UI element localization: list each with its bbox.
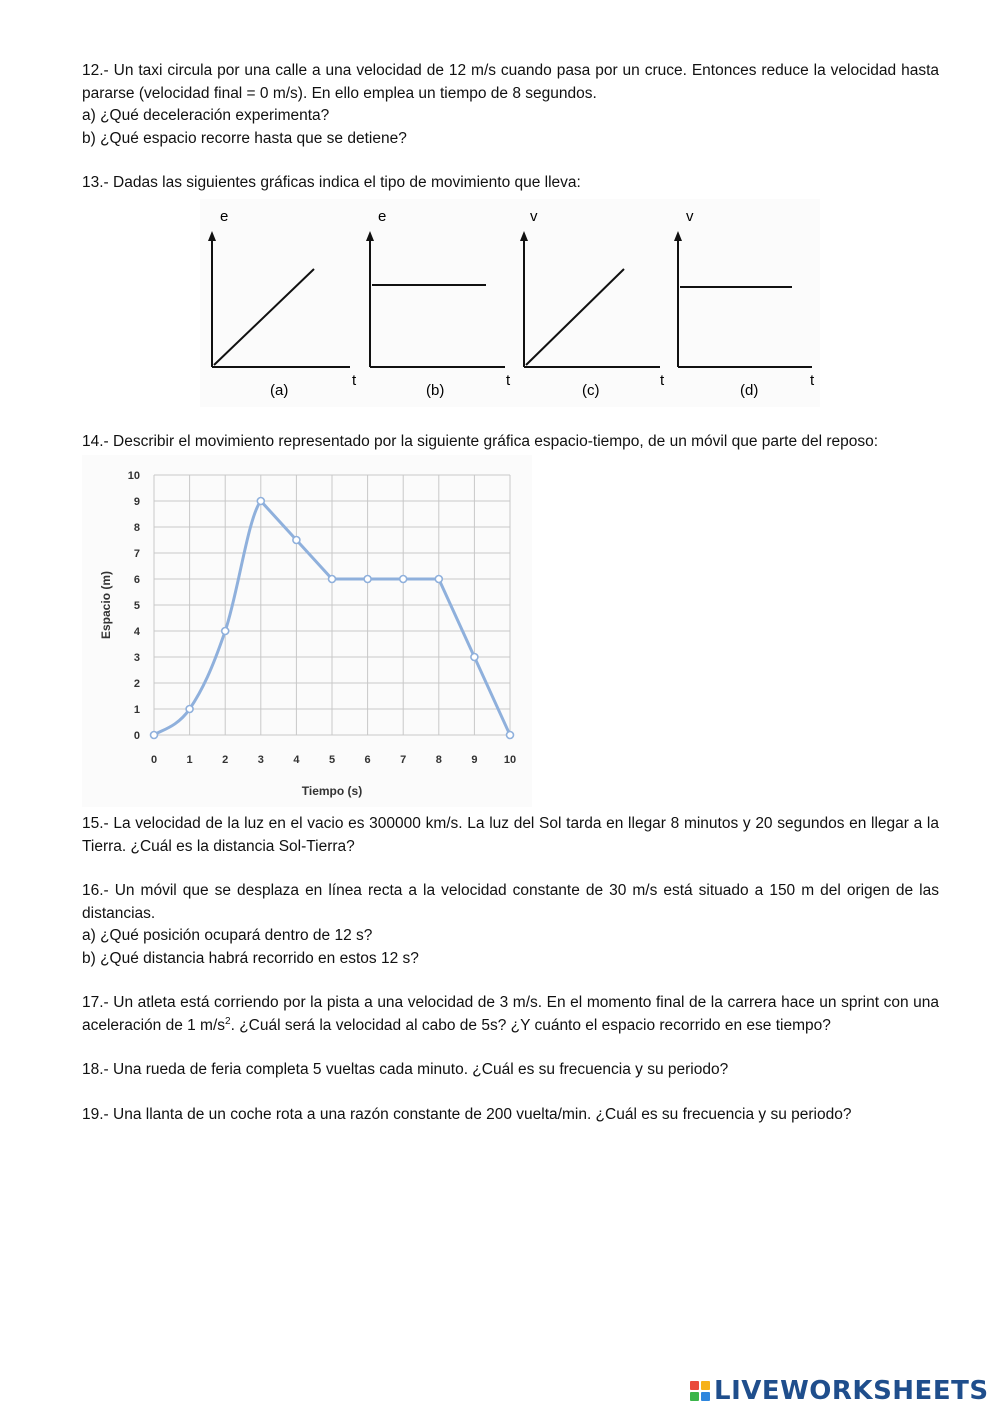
x-tick-label: 6 [364,754,371,766]
q13-graphs-figure [200,199,820,407]
y-tick-label: 10 [127,470,140,482]
graph-b-ylabel: e [378,207,387,225]
y-tick-label: 6 [133,574,140,586]
data-point [400,576,407,583]
logo-icon [690,1381,710,1401]
q14-statement: 14.- Describir el movimiento representado por la siguiente gráfica espacio-tiempo, de un móvil que parte del reposo: [82,432,879,450]
data-point [364,576,371,583]
q14-chart [82,455,532,807]
q19-statement: 19.- Una llanta de un coche rota a una razón constante de 200 vuelta/min. ¿Cuál es su frecuencia y su periodo? [82,1105,852,1123]
graph-d-ylabel: v [686,207,694,225]
q16-statement: 16.- Un móvil que se desplaza en línea recta a la velocidad constante de 30 m/s está situado a 150 m del origen de las distancias. [82,882,939,922]
logo-block-3 [690,1392,699,1401]
graph-c [520,208,665,399]
graph-a-ylabel: e [220,207,229,225]
data-point [329,576,336,583]
logo-block-2 [701,1381,710,1390]
x-tick-label: 1 [186,754,193,766]
q12-part-a: a) ¿Qué deceleración experimenta? [82,107,330,124]
graph-c-caption: (c) [582,381,600,399]
x-tick-label: 5 [328,754,336,766]
q17-text-part1: 17.- Un atleta está corriendo por la pista a una velocidad de 3 m/s. En el momento final de la carrera hace un sprint con una aceleración de 1 m/s [82,994,939,1034]
y-tick-label: 3 [133,652,140,664]
x-tick-label: 4 [293,754,300,766]
graph-a [208,208,357,399]
y-tick-label: 5 [133,600,140,612]
y-tick-label: 4 [133,626,140,638]
graph-b [366,208,511,399]
graph-b-xlabel: t [506,371,511,389]
y-tick-label: 9 [133,496,140,508]
graph-c-ylabel: v [530,207,538,225]
q12-statement: 12.- Un taxi circula por una calle a una velocidad de 12 m/s cuando pasa por un cruce. Entonces reduce la velocidad hasta pararse (velocidad final = 0 m/s). En ello emplea un tiempo de 8 segundos. [82,62,939,102]
graph-d-xlabel: t [810,371,815,389]
data-point [186,706,193,713]
q17-statement [82,992,939,1037]
data-point [257,498,264,505]
x-axis-label: Tiempo (s) [301,784,363,798]
y-tick-label: 0 [133,730,140,742]
graph-b-caption: (b) [426,381,445,399]
data-point [293,537,300,544]
data-point [507,732,514,739]
q17-text-part2: . ¿Cuál será la velocidad al cabo de 5s? ¿Y cuánto el espacio recorrido en ese tiempo? [230,1016,831,1034]
x-tick-label: 7 [400,754,407,766]
q17-superscript: 2 [225,1015,231,1027]
q13-graphs-svg [200,199,820,407]
q15-statement: 15.- La velocidad de la luz en el vacio es 300000 km/s. La luz del Sol tarda en llegar 8 minutos y 20 segundos en llegar a la Tierra. ¿Cuál es la distancia Sol-Tierra? [82,815,939,855]
y-tick-label: 1 [133,704,140,716]
logo-block-4 [701,1392,710,1401]
liveworksheets-logo[interactable] [690,1374,990,1408]
logo-block-1 [690,1381,699,1390]
x-tick-label: 9 [471,754,478,766]
y-tick-label: 7 [133,548,140,560]
q14-chart-svg [82,455,532,807]
q13-statement: 13.- Dadas las siguientes gráficas indica el tipo de movimiento que lleva: [82,174,581,191]
q18-statement: 18.- Una rueda de feria completa 5 vueltas cada minuto. ¿Cuál es su frecuencia y su periodo? [82,1061,729,1078]
x-tick-label: 0 [150,754,158,766]
logo-text: LIVEWORKSHEETS [714,1375,989,1406]
data-point [151,732,158,739]
x-tick-label: 10 [503,754,517,766]
y-axis-label: Espacio (m) [99,570,113,640]
graph-a-xlabel: t [352,371,357,389]
q16-part-a: a) ¿Qué posición ocupará dentro de 12 s? [82,927,373,944]
data-point [435,576,442,583]
q12-part-b: b) ¿Qué espacio recorre hasta que se detiene? [82,129,407,147]
graph-a-caption: (a) [270,381,289,399]
data-point [471,654,478,661]
x-tick-label: 3 [257,754,264,766]
x-tick-label: 8 [435,754,442,766]
graph-d-caption: (d) [740,381,759,399]
q16-part-b: b) ¿Qué distancia habrá recorrido en estos 12 s? [82,949,419,967]
y-tick-label: 8 [133,522,140,534]
graph-c-xlabel: t [660,371,665,389]
worksheet-page [82,60,939,1126]
graph-d [674,208,815,399]
data-point [222,628,229,635]
y-tick-label: 2 [133,678,140,690]
x-tick-label: 2 [222,754,229,766]
